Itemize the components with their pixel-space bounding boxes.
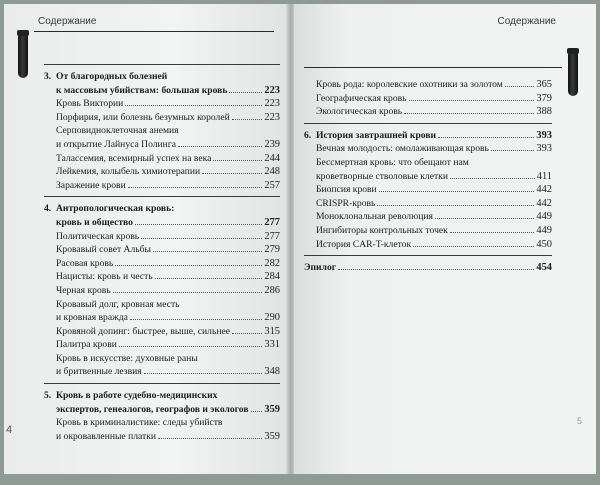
toc-entry-line: Кровь в криминалистике: следы убийств: [56, 417, 223, 429]
dot-leader: [130, 319, 263, 320]
running-head: Содержание: [497, 16, 556, 27]
toc-entry: [44, 230, 280, 244]
toc-entry-line: [44, 138, 280, 152]
header-rule: [34, 31, 274, 32]
page-ref: 239: [264, 138, 280, 150]
test-tube-icon: [18, 34, 28, 78]
toc-entry: [44, 416, 280, 443]
page-ref: 359: [264, 430, 280, 442]
chapter-rule: [44, 383, 280, 384]
dot-leader: [135, 224, 262, 225]
toc-entry-line: [44, 152, 280, 166]
toc-entry-line: [304, 183, 552, 197]
chapter-rule: [44, 196, 280, 197]
page-ref: 286: [264, 284, 280, 296]
toc-entry: [304, 224, 552, 238]
toc-entry-line-text: и открытие Лайнуса Полинга: [56, 138, 176, 150]
page-ref: 277: [264, 216, 280, 228]
chapter-rule: [44, 64, 280, 65]
toc-entry-line-text: Моноклональная революция: [316, 211, 433, 223]
page-ref: 449: [536, 224, 552, 236]
toc-entry-line: [44, 325, 280, 339]
toc-entry-line: Кровь в искусстве: духовные раны: [56, 352, 198, 364]
toc-entry-line-text: и окровавленные платки: [56, 430, 156, 442]
chapter-number: 6.: [304, 129, 312, 141]
toc-entry-line-text: Черная кровь: [56, 284, 111, 296]
chapter-heading: [44, 389, 280, 416]
chapter-title-line-text: История завтрашней крови: [316, 129, 437, 141]
toc-entry-line-text: CRISPR-кровь: [316, 197, 376, 209]
chapter-number: 4.: [44, 203, 52, 215]
page-ref: 315: [264, 325, 280, 337]
open-book: [4, 4, 596, 474]
epilogue-heading: [304, 261, 552, 275]
toc-entry: [304, 156, 552, 183]
dot-leader: [178, 146, 262, 147]
page-ref: 411: [536, 170, 552, 182]
toc-entry-line-text: и кровная вражда: [56, 312, 128, 324]
page-ref: 284: [264, 271, 280, 283]
toc-entry: [44, 152, 280, 166]
dot-leader: [505, 86, 535, 87]
toc-entry-line-text: Расовая кровь: [56, 257, 114, 269]
toc-entry-line-text: Биопсия крови: [316, 184, 377, 196]
running-head: Содержание: [38, 16, 97, 27]
toc-entry: [304, 183, 552, 197]
toc-entry: [44, 298, 280, 325]
toc-entry-line: [304, 197, 552, 211]
chapter-number: 3.: [44, 71, 52, 82]
page-ref: 223: [264, 111, 280, 123]
toc-entry: [44, 111, 280, 125]
page-ref: 248: [264, 166, 280, 178]
right-page: [294, 4, 596, 474]
page-ref: 279: [264, 244, 280, 256]
chapter-title-line: [44, 70, 280, 84]
page-ref: 442: [536, 184, 552, 196]
toc-entry-line-text: Политическая кровь: [56, 230, 140, 242]
toc-entry-line: [304, 210, 552, 224]
dot-leader: [450, 178, 535, 179]
page-ref: 223: [264, 98, 280, 110]
toc-entry: [44, 352, 280, 379]
toc-entry: [44, 270, 280, 284]
dot-leader: [232, 119, 263, 120]
epilogue-heading-text: Эпилог: [304, 262, 337, 274]
dot-leader: [409, 100, 535, 101]
dot-leader: [125, 105, 262, 106]
page-ref: 365: [536, 79, 552, 90]
dot-leader: [155, 278, 263, 279]
dot-leader: [158, 438, 262, 439]
chapter-title-line: [304, 129, 552, 143]
toc-entry: [44, 97, 280, 111]
toc-entry: [304, 105, 552, 119]
dot-leader: [438, 137, 534, 138]
toc-entry: [304, 78, 552, 92]
page-ref: 348: [264, 366, 280, 378]
toc-entry: [44, 257, 280, 271]
toc-entry-line-text: кроветворные стволовые клетки: [316, 170, 448, 182]
page-ref: 277: [264, 230, 280, 242]
toc-entry-line-text: Кровяной допинг: быстрее, выше, сильнее: [56, 325, 230, 337]
dot-leader: [491, 150, 534, 151]
toc-entry-line-text: Вечная молодость: омолаживающая кровь: [316, 143, 489, 155]
page-number: 4: [6, 424, 13, 436]
chapter-number: 5.: [44, 390, 52, 402]
toc-entry: [44, 179, 280, 193]
toc-entry-line: [44, 97, 280, 111]
toc-entry-line: [304, 142, 552, 156]
toc-entry-line-text: Лейкемия, колыбель химиотерапии: [56, 166, 201, 178]
page-ref: 379: [536, 92, 552, 104]
toc-entry-line: [44, 430, 280, 444]
dot-leader: [251, 411, 263, 412]
toc-entry-line-text: Ингибиторы контрольных точек: [316, 224, 448, 236]
toc-entry: [44, 124, 280, 151]
chapter-title-line-text: экспертов, генеалогов, географов и экологов: [56, 403, 249, 415]
chapter-title-line-text: кровь и общество: [56, 216, 133, 228]
page-ref: 257: [264, 179, 280, 191]
page-ref: 454: [536, 262, 552, 274]
chapter-rule: [304, 123, 552, 124]
toc-entry-line: [304, 105, 552, 119]
dot-leader: [115, 265, 262, 266]
dot-leader: [450, 232, 535, 233]
toc-entry-line-text: История CAR-T-клеток: [316, 238, 412, 250]
left-page: [4, 4, 290, 474]
toc-entry-line: [44, 165, 280, 179]
toc-entry-line: Серповидноклеточная анемия: [56, 125, 179, 137]
toc-entry-line-text: Заражение крови: [56, 179, 126, 191]
toc-entry-line: [44, 179, 280, 193]
toc-entry: [44, 338, 280, 352]
toc-entry-line-text: Кровь рода: королевские охотники за золотом: [316, 79, 503, 90]
page-ref: 393: [536, 129, 552, 141]
page-ref: 388: [536, 106, 552, 118]
page-ref: 450: [536, 238, 552, 250]
toc-entry-line: [304, 92, 552, 106]
toc-entry-line: [44, 243, 280, 257]
chapter-title-line-text: к массовым убийствам: большая кровь: [56, 84, 228, 96]
toc-entry-line: [44, 230, 280, 244]
chapter-heading: [304, 129, 552, 143]
dot-leader: [404, 113, 534, 114]
page-ref: 290: [264, 312, 280, 324]
chapter-title-text: Кровь в работе судебно-медицинских: [56, 390, 218, 402]
toc-entry-line-text: Порфирия, или болезнь безумных королей: [56, 111, 230, 123]
toc-entry-line: [44, 338, 280, 352]
toc-entry-line: [44, 284, 280, 298]
toc-entry-line: [304, 78, 552, 92]
page-ref: 282: [264, 257, 280, 269]
dot-leader: [213, 160, 262, 161]
toc-entry-line-text: Палитра крови: [56, 339, 117, 351]
dot-leader: [128, 187, 263, 188]
dot-leader: [202, 173, 262, 174]
toc-entry-line: [304, 238, 552, 252]
toc-entry: [304, 142, 552, 156]
toc-entry-line: [44, 270, 280, 284]
chapter-heading: [44, 202, 280, 229]
toc-entry-line-text: Талассемия, всемирный успех на века: [56, 152, 212, 164]
toc-entry: [304, 238, 552, 252]
toc-entry-line: [44, 111, 280, 125]
chapter-rule: [304, 255, 552, 256]
chapter-title-line: [44, 84, 280, 98]
page-ref: 393: [536, 143, 552, 155]
toc-entry: [304, 197, 552, 211]
toc-entry: [304, 92, 552, 106]
dot-leader: [153, 251, 262, 252]
toc-entry-line: Кровавый долг, кровная месть: [56, 298, 180, 310]
header-rule: [304, 67, 562, 68]
toc-entry-line-text: Кровь Виктории: [56, 98, 124, 110]
test-tube-icon: [568, 52, 578, 96]
dot-leader: [113, 292, 263, 293]
table-of-contents-left: [44, 60, 280, 443]
dot-leader: [413, 246, 534, 247]
chapter-title-line: [44, 389, 280, 403]
dot-leader: [229, 92, 262, 93]
page-ref: 442: [536, 197, 552, 209]
toc-entry-line: [44, 311, 280, 325]
toc-entry: [44, 165, 280, 179]
toc-entry-line-text: Кровавый совет Альбы: [56, 244, 151, 256]
dot-leader: [232, 333, 262, 334]
page-ref: 331: [264, 339, 280, 351]
toc-entry-line-text: Географическая кровь: [316, 92, 407, 104]
chapter-title-line: [44, 403, 280, 417]
toc-entry-line: [304, 170, 552, 184]
page-number: 5: [576, 416, 582, 426]
dot-leader: [141, 238, 262, 239]
chapter-heading: [44, 70, 280, 97]
dot-leader: [379, 191, 535, 192]
toc-entry-line: Бессмертная кровь: что обещают нам: [316, 156, 469, 168]
dot-leader: [119, 346, 263, 347]
page-ref: 449: [536, 211, 552, 223]
dot-leader: [377, 205, 534, 206]
page-ref: 223: [264, 84, 280, 96]
toc-entry-line-text: и бритвенные лезвия: [56, 366, 142, 378]
toc-entry-line: [304, 224, 552, 238]
dot-leader: [435, 218, 534, 219]
toc-entry: [44, 243, 280, 257]
toc-entry: [44, 284, 280, 298]
toc-entry: [304, 210, 552, 224]
toc-entry-line-text: Экологическая кровь: [316, 106, 403, 118]
chapter-title-line: [44, 216, 280, 230]
page-ref: 359: [264, 403, 280, 415]
dot-leader: [338, 269, 534, 270]
chapter-title-text: От благородных болезней: [56, 71, 168, 82]
toc-entry: [44, 325, 280, 339]
toc-entry-line-text: Нацисты: кровь и честь: [56, 271, 153, 283]
chapter-title-text: Антропологическая кровь:: [56, 203, 175, 215]
table-of-contents-right: [304, 78, 552, 275]
toc-entry-line: [44, 365, 280, 379]
dot-leader: [144, 373, 263, 374]
toc-entry-line: [44, 257, 280, 271]
page-ref: 244: [264, 152, 280, 164]
chapter-title-line: [44, 202, 280, 216]
